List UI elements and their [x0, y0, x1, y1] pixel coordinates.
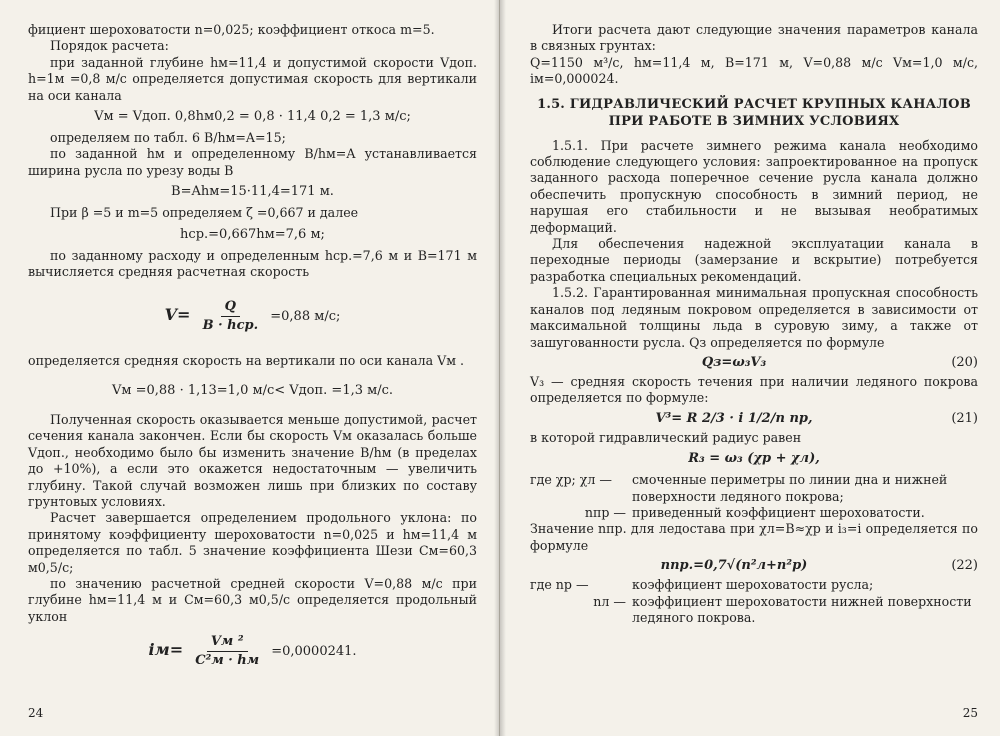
- page-number: 25: [962, 706, 978, 720]
- definition-term: nл —: [593, 593, 626, 609]
- text-line: V₃ — средняя скорость течения при наличии ледяного покрова определяется по формуле:: [530, 373, 978, 406]
- formula: R₃ = ω₃ (χр + χл),: [688, 451, 820, 467]
- formula: hср.=0,667hм=7,6 м;: [180, 226, 325, 242]
- right-page: [500, 0, 1000, 736]
- equation: V³= R 2/3 · i 1/2/n пр,: [655, 410, 813, 426]
- text-line: по заданному расходу и определенным hср.=7,6 м и B=171 м вычисляется средняя расчетная скорость: [28, 247, 477, 280]
- formula-rhs: =0,0000241.: [271, 644, 357, 660]
- formula: Vм =0,88 · 1,13=1,0 м/с< Vдоп. =1,3 м/с.: [111, 382, 394, 398]
- equation-22: [530, 558, 978, 573]
- fraction-denominator: B · hср.: [202, 318, 259, 334]
- formula-velocity: [28, 298, 477, 335]
- text-line: 1.5.2. Гарантированная минимальная пропускная способность каналов под ледяным покровом определяется в зависимости от максимальной толщины льда в суровую зиму, а также от зашугованности русла. Qз определяется по формуле: [530, 285, 978, 350]
- fraction-numerator: Vм ²: [207, 633, 248, 652]
- book-gutter: [494, 0, 506, 736]
- text-line: Полученная скорость оказывается меньше допустимой, расчет сечения канала закончен. Если бы скорость Vм оказалась больше Vдоп., необходимо было бы изменить значение B/hм (в пределах до +10%), а если это окажется недостаточным — увеличить глубину. Такой случай возможен лишь при близких по составу грунтовых условиях.: [28, 411, 477, 509]
- text-line: Для обеспечения надежной эксплуатации канала в переходные периоды (замерзание и вскрытие) потребуется разработка специальных рекомендаций.: [530, 236, 978, 284]
- definition-term: где χр; χл —: [530, 472, 612, 488]
- page-number: 24: [28, 706, 44, 720]
- fraction-denominator: C²м · hм: [195, 653, 260, 669]
- fraction: [199, 298, 263, 335]
- formula-lhs: iм=: [148, 640, 184, 660]
- equation: Qз=ω₃V₃: [701, 354, 767, 370]
- text-line: Порядок расчета:: [50, 38, 169, 54]
- equation-20: [530, 355, 978, 370]
- equation-number: (21): [951, 410, 978, 426]
- section-title: 1.5. ГИДРАВЛИЧЕСКИЙ РАСЧЕТ КРУПНЫХ КАНАЛОВ ПРИ РАБОТЕ В ЗИМНИХ УСЛОВИЯХ: [537, 96, 971, 129]
- formula: Vм = Vдоп. 0,8hм0,2 = 0,8 · 11,4 0,2 = 1,3 м/с;: [94, 109, 411, 125]
- formula-lhs: V=: [164, 305, 191, 325]
- formula-slope: [28, 633, 477, 670]
- definition-text: коэффициент шероховатости русла;: [632, 577, 874, 593]
- equation: nпр.=0,7√(n²л+n²р): [660, 558, 808, 574]
- text-line: Значение nпр. для ледостава при χл=B≈χр и i₃=i определяется по формуле: [530, 521, 978, 553]
- equation-21: [530, 411, 978, 426]
- equation-number: (22): [951, 558, 978, 574]
- text-line: При β =5 и m=5 определяем ζ =0,667 и далее: [50, 205, 359, 221]
- fraction: [191, 633, 263, 670]
- definition-term: nпр —: [584, 504, 626, 520]
- text-line: определяется средняя скорость на вертикали по оси канала Vм .: [28, 353, 465, 369]
- definition-text: смоченные периметры по линии дна и нижней поверхности ледяного покрова;: [632, 472, 948, 504]
- text-line: 1.5.1. При расчете зимнего режима канала необходимо соблюдение следующего условия: запроектированное на пропуск заданного расхода поперечное сечение русла канала должно обеспечить пропускную способность в зимний период, не нарушая его стабильности и не вызывая необратимых деформаций.: [530, 137, 978, 235]
- formula: B=Ahм=15·11,4=171 м.: [171, 184, 334, 200]
- fraction-numerator: Q: [221, 298, 240, 317]
- text-line: по значению расчетной средней скорости V=0,88 м/с при глубине hм=11,4 м и Cм=60,3 м0,5/с определяется продольный уклон: [28, 575, 477, 624]
- definition-term: где nр —: [530, 577, 589, 593]
- text-line: фициент шероховатости n=0,025; коэффициент откоса m=5.: [28, 22, 435, 37]
- text-line: по заданной hм и определенному B/hм=A устанавливается ширина русла по урезу воды B: [28, 146, 477, 178]
- text-line: Q=1150 м³/с, hм=11,4 м, B=171 м, V=0,88 м/с Vм=1,0 м/с, iм=0,000024.: [530, 54, 978, 87]
- formula-rhs: =0,88 м/с;: [270, 309, 341, 325]
- text-line: в которой гидравлический радиус равен: [530, 429, 802, 445]
- definitions: [530, 577, 978, 626]
- definitions: [530, 472, 978, 521]
- text-line: Расчет завершается определением продольного уклона: по принятому коэффициенту шероховатости n=0,025 и hм=11,4 м определяется по табл. 5 значение коэффициента Шези Cм=60,3 м0,5/с;: [28, 510, 477, 575]
- text-line: Итоги расчета дают следующие значения параметров канала в связных грунтах:: [530, 22, 978, 54]
- definition-text: коэффициент шероховатости нижней поверхности ледяного покрова.: [632, 593, 972, 625]
- equation-number: (20): [951, 354, 978, 370]
- text-line: при заданной глубине hм=11,4 и допустимой скорости Vдоп. h=1м =0,8 м/с определяется допустимая скорость для вертикали на оси канала: [28, 54, 477, 103]
- definition-text: приведенный коэффициент шероховатости.: [632, 504, 925, 520]
- text-line: определяем по табл. 6 B/hм=A=15;: [50, 130, 286, 146]
